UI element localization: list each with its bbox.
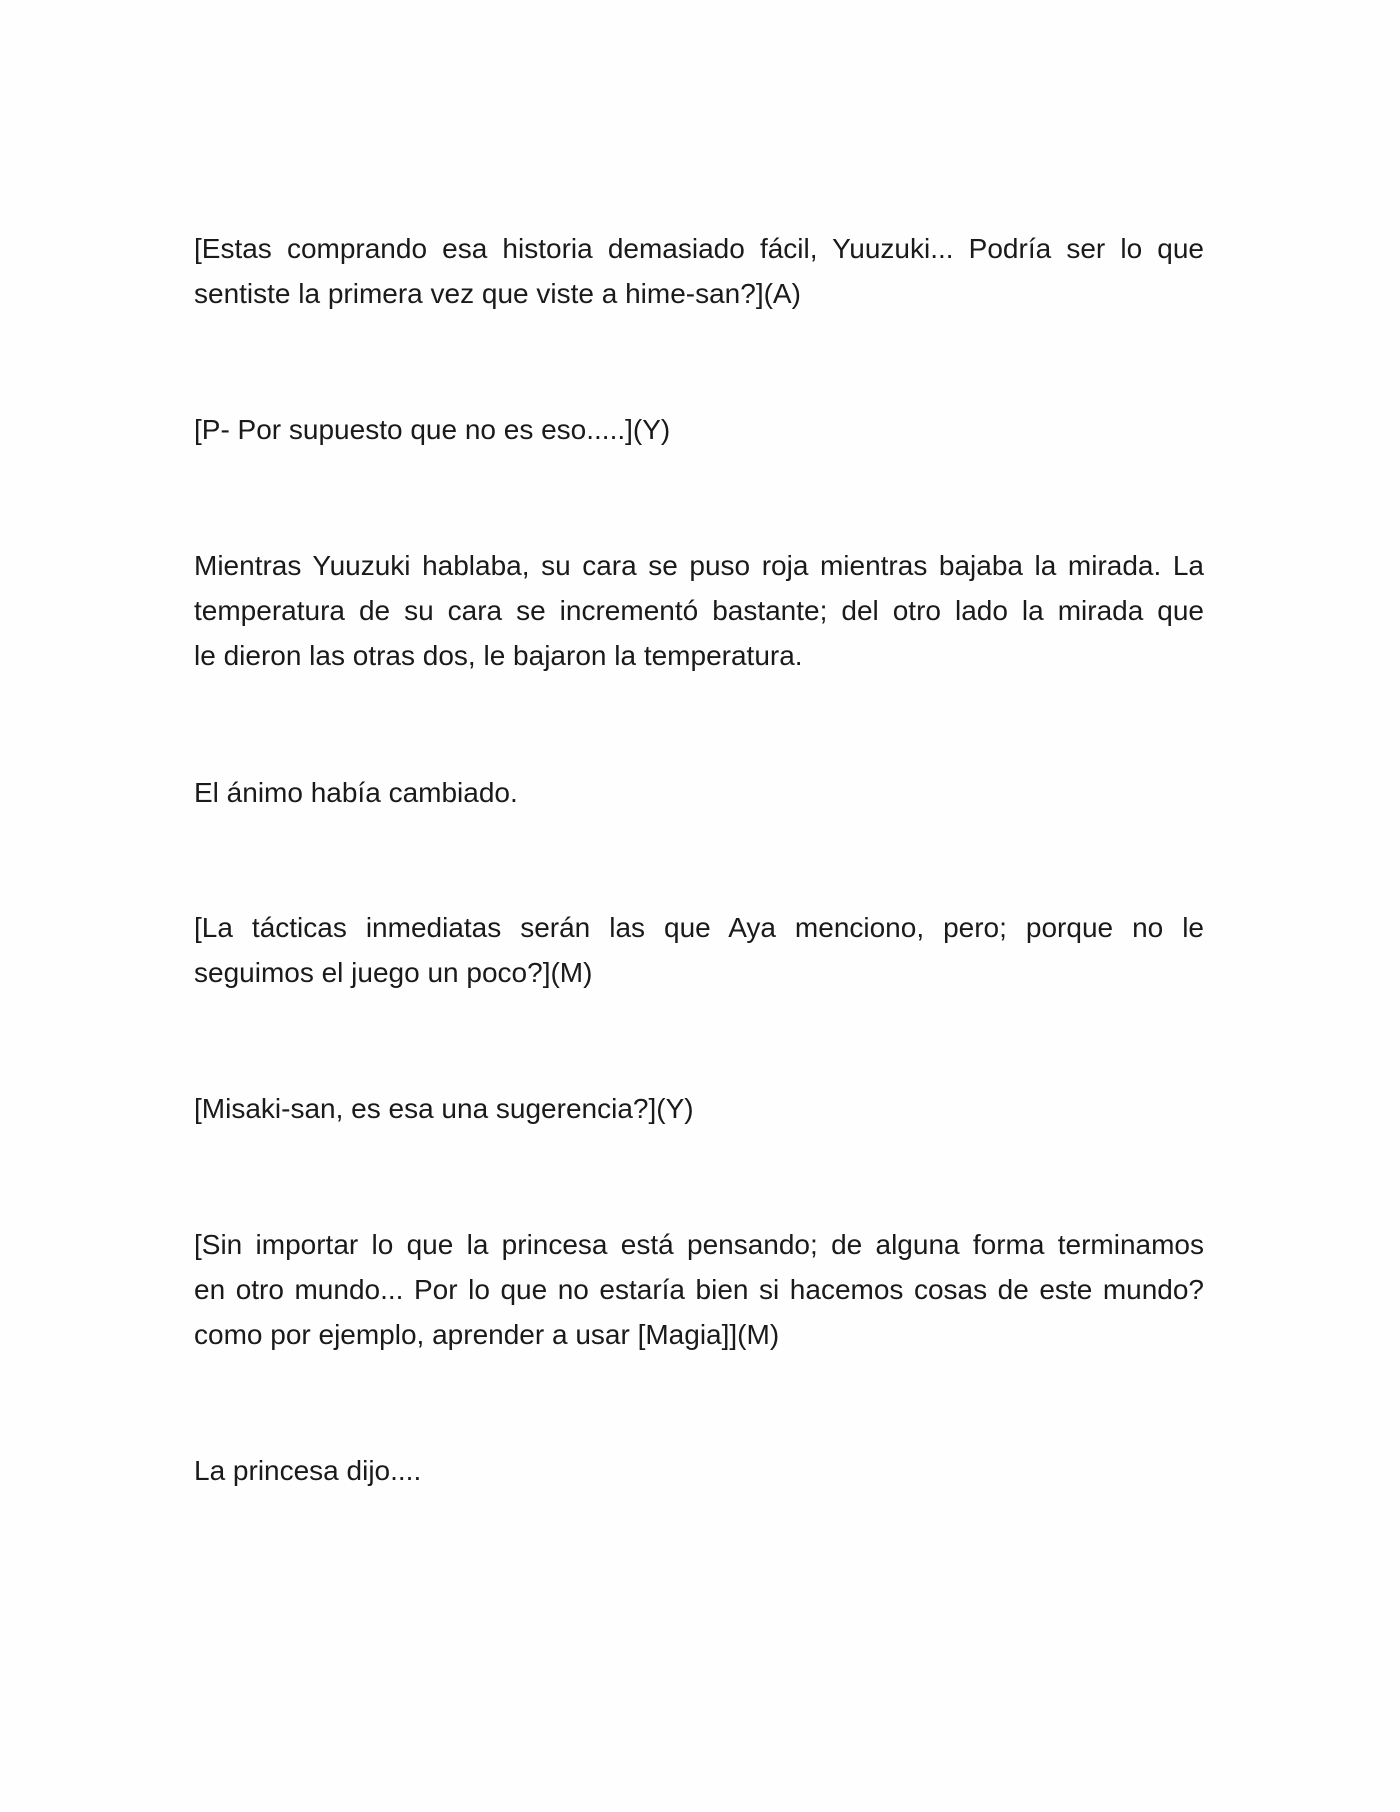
text-line: sentiste la primera vez que viste a hime-san?](A) [194, 278, 801, 309]
text-line: La princesa dijo.... [194, 1455, 422, 1486]
text-line: [La tácticas inmediatas serán las que Aya menciono, pero; porque no le [194, 912, 1204, 943]
paragraph-narration [194, 543, 1204, 678]
paragraph-narration-princess [194, 1448, 1204, 1493]
text-line: [Sin importar lo que la princesa está pensando; de alguna forma terminamos [194, 1229, 1204, 1260]
text-line: [P- Por supuesto que no es eso.....](Y) [194, 414, 671, 445]
text-line: [Misaki-san, es esa una sugerencia?](Y) [194, 1093, 694, 1124]
paragraph-dialogue-yuuzuki [194, 407, 1204, 452]
text-line: como por ejemplo, aprender a usar [Magia]](M) [194, 1319, 780, 1350]
text-line: [Estas comprando esa historia demasiado fácil, Yuuzuki... Podría ser lo que [194, 233, 1204, 264]
text-line: temperatura de su cara se incrementó bastante; del otro lado la mirada que [194, 595, 1204, 626]
paragraph-dialogue-misaki [194, 905, 1204, 995]
text-line: seguimos el juego un poco?](M) [194, 957, 593, 988]
paragraph-dialogue-yuuzuki-2 [194, 1086, 1204, 1131]
text-line: El ánimo había cambiado. [194, 777, 518, 808]
paragraph-dialogue-aya [194, 226, 1204, 316]
text-line: le dieron las otras dos, le bajaron la temperatura. [194, 640, 803, 671]
text-line: en otro mundo... Por lo que no estaría bien si hacemos cosas de este mundo? [194, 1274, 1204, 1305]
paragraph-dialogue-misaki-2 [194, 1222, 1204, 1357]
text-line: Mientras Yuuzuki hablaba, su cara se puso roja mientras bajaba la mirada. La [194, 550, 1204, 581]
paragraph-narration-mood [194, 770, 1204, 815]
